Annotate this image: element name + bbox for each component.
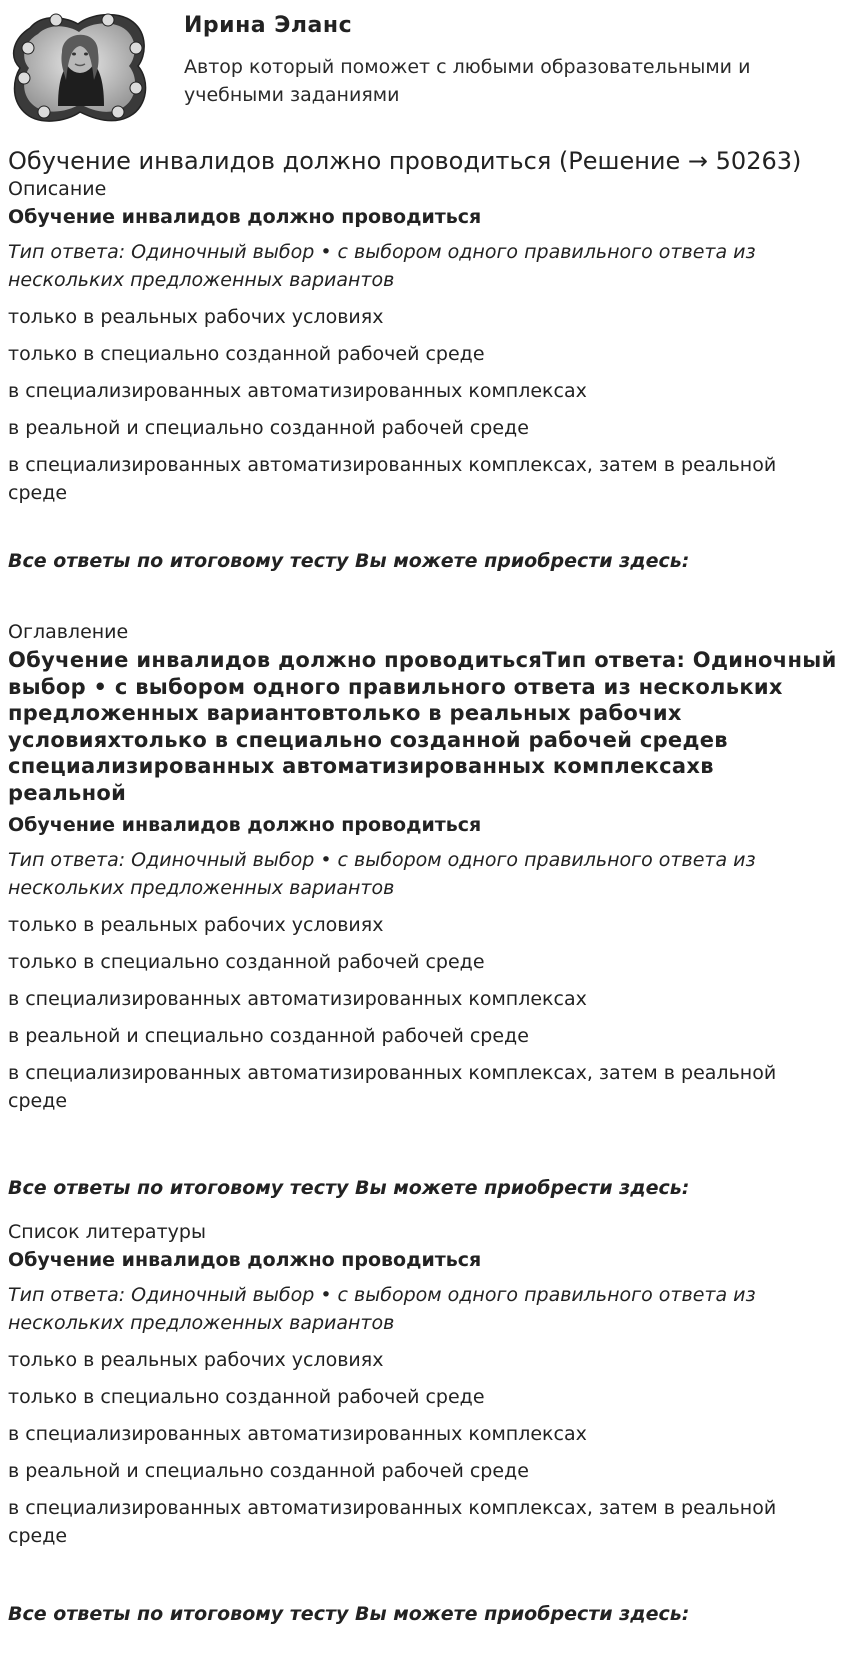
answer-option: только в специально созданной рабочей среде xyxy=(8,1386,485,1408)
section-label-toc: Оглавление xyxy=(8,621,129,643)
buy-answers-note: Все ответы по итоговому тесту Вы можете приобрести здесь: xyxy=(8,1177,690,1199)
author-header xyxy=(8,8,838,128)
question-title: Обучение инвалидов должно проводиться xyxy=(8,206,482,228)
answer-option: в специализированных автоматизированных комплексах xyxy=(8,988,587,1010)
author-description: Автор который поможет с любыми образовательными и учебными заданиями xyxy=(184,56,751,106)
answer-option: только в специально созданной рабочей среде xyxy=(8,951,485,973)
question-title: Обучение инвалидов должно проводиться xyxy=(8,814,482,836)
answer-option: в реальной и специально созданной рабочей среде xyxy=(8,1460,529,1482)
section-label-description: Описание xyxy=(8,178,107,200)
description-section xyxy=(8,177,838,587)
answer-option: только в реальных рабочих условиях xyxy=(8,306,384,328)
answer-option: в специализированных автоматизированных комплексах xyxy=(8,380,587,402)
bibliography-section xyxy=(8,1220,838,1640)
author-avatar[interactable] xyxy=(8,8,150,125)
page-title: Обучение инвалидов должно проводиться (Решение → 50263) xyxy=(8,147,802,175)
buy-answers-note: Все ответы по итоговому тесту Вы можете приобрести здесь: xyxy=(8,1603,690,1625)
answer-option: только в реальных рабочих условиях xyxy=(8,914,384,936)
answer-option: в реальной и специально созданной рабочей среде xyxy=(8,417,529,439)
answer-option: в специализированных автоматизированных комплексах, затем в реальной среде xyxy=(8,1062,777,1112)
section-label-bibliography: Список литературы xyxy=(8,1221,206,1243)
buy-answers-note: Все ответы по итоговому тесту Вы можете приобрести здесь: xyxy=(8,550,690,572)
answer-type: Тип ответа: Одиночный выбор • с выбором одного правильного ответа из нескольких предложенных вариантов xyxy=(8,241,756,291)
answer-options xyxy=(8,303,838,507)
answer-option: только в специально созданной рабочей среде xyxy=(8,343,485,365)
answer-option: только в реальных рабочих условиях xyxy=(8,1349,384,1371)
answer-option: в специализированных автоматизированных комплексах, затем в реальной среде xyxy=(8,454,777,504)
question-title: Обучение инвалидов должно проводиться xyxy=(8,1249,482,1271)
answer-option: в специализированных автоматизированных комплексах xyxy=(8,1423,587,1445)
toc-section xyxy=(8,620,838,1220)
answer-option: в реальной и специально созданной рабочей среде xyxy=(8,1025,529,1047)
author-name[interactable]: Ирина Эланс xyxy=(184,13,353,38)
toc-heading: Обучение инвалидов должно проводитьсяТип ответа: Одиночный выбор • с выбором одного правильного ответа из нескольких предложенных вариантовтолько в реальных рабочих условияхтолько в специально созданной рабочей средев специализированных автоматизированных комплексахв реальной xyxy=(8,648,837,805)
answer-option: в специализированных автоматизированных комплексах, затем в реальной среде xyxy=(8,1497,777,1547)
answer-options xyxy=(8,911,838,1115)
answer-type: Тип ответа: Одиночный выбор • с выбором одного правильного ответа из нескольких предложенных вариантов xyxy=(8,849,756,899)
answer-type: Тип ответа: Одиночный выбор • с выбором одного правильного ответа из нескольких предложенных вариантов xyxy=(8,1284,756,1334)
answer-options xyxy=(8,1346,838,1550)
